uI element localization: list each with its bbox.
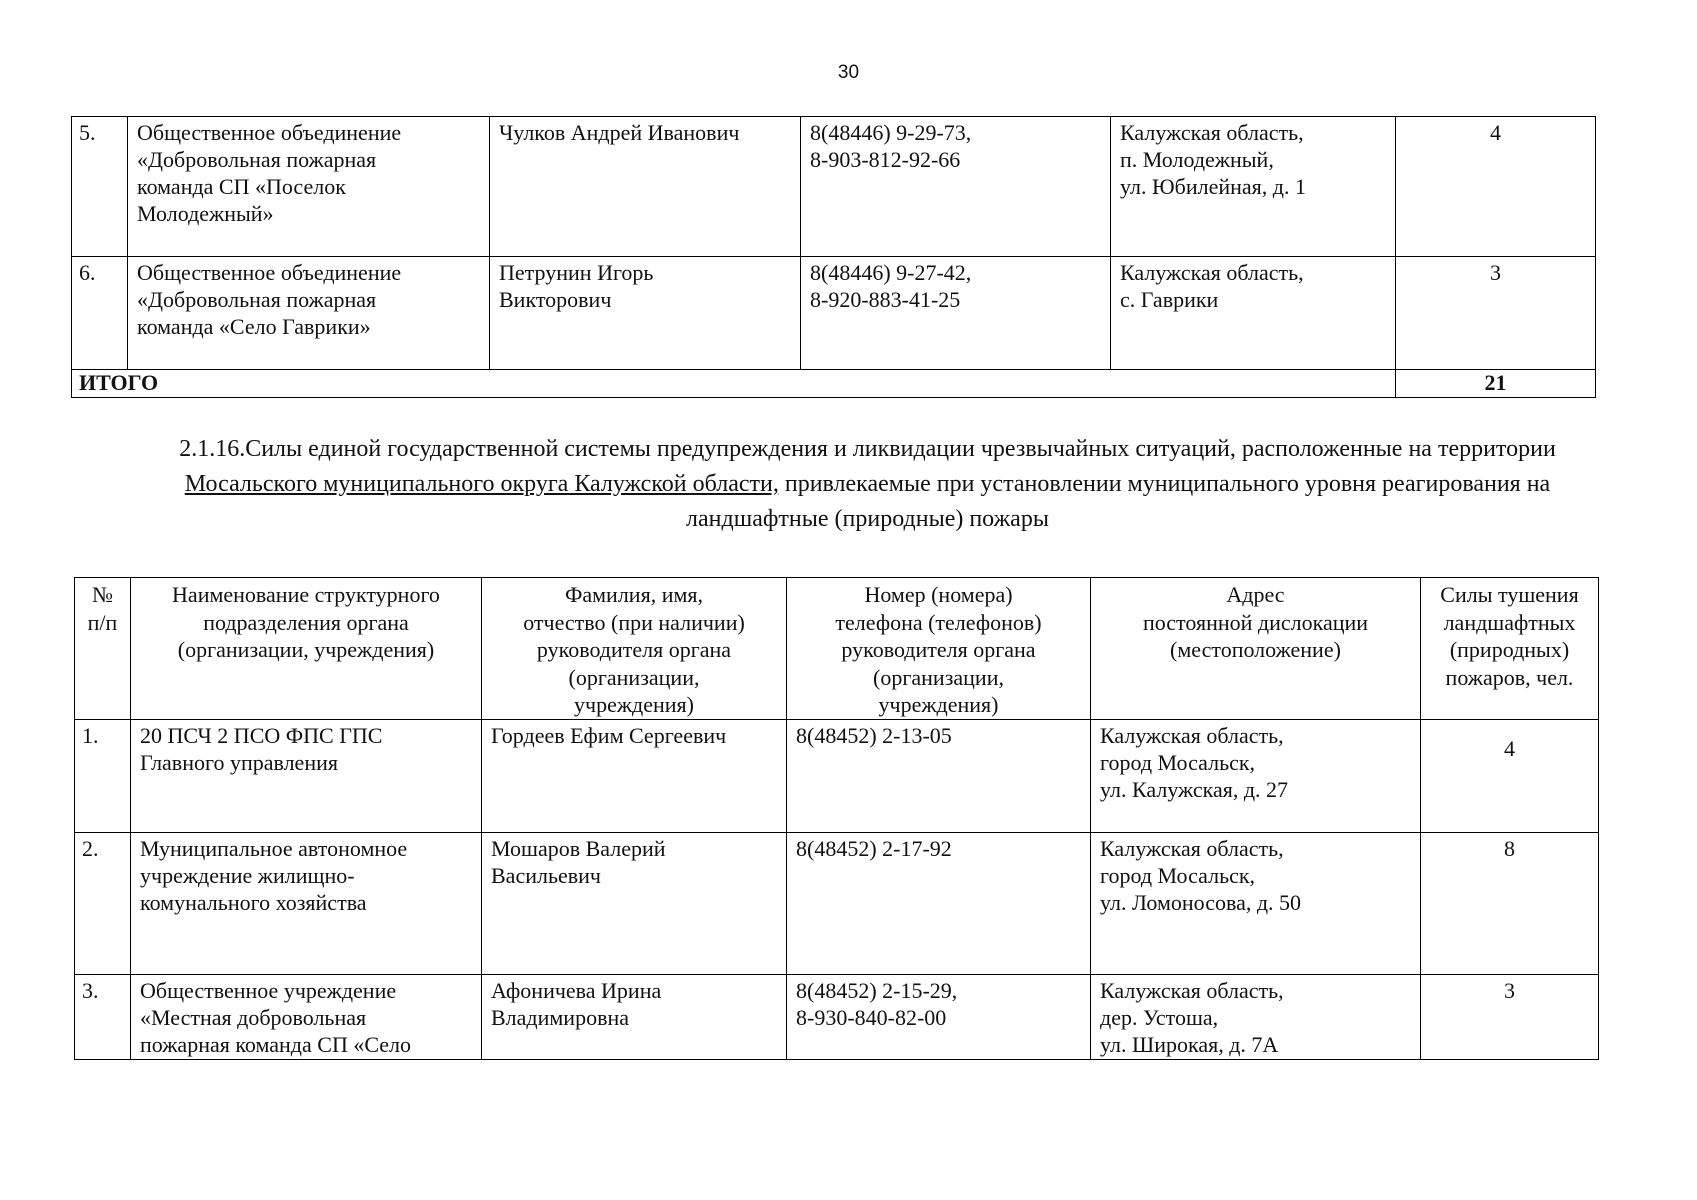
address: Калужская область, город Мосальск, ул. Калужская, д. 27 bbox=[1091, 719, 1421, 832]
table-row bbox=[75, 974, 1599, 1059]
heading-text-end: привлекаемые при установлении муниципального уровня реагирования на ландшафтные (природные) пожары bbox=[686, 471, 1551, 532]
organization-name: Общественное объединение «Добровольная пожарная команда «Село Гаврики» bbox=[128, 257, 490, 370]
table-row bbox=[72, 117, 1596, 257]
row-number: 2. bbox=[75, 832, 131, 974]
table-row bbox=[75, 832, 1599, 974]
page-number: 30 bbox=[837, 62, 860, 83]
total-label: ИТОГО bbox=[72, 370, 1396, 398]
table-row bbox=[72, 257, 1596, 370]
organization-name: 20 ПСЧ 2 ПСО ФПС ГПС Главного управления bbox=[131, 719, 482, 832]
address: Калужская область, город Мосальск, ул. Ломоносова, д. 50 bbox=[1091, 832, 1421, 974]
head-name: Петрунин Игорь Викторович bbox=[490, 257, 801, 370]
forces-count: 4 bbox=[1421, 719, 1599, 832]
row-number: 3. bbox=[75, 974, 131, 1059]
emergency-forces-table bbox=[74, 577, 1599, 1060]
column-header-phone: Номер (номера) телефона (телефонов) руководителя органа (организации, учреждения) bbox=[787, 578, 1091, 720]
organization-name: Общественное учреждение «Местная добровольная пожарная команда СП «Село bbox=[131, 974, 482, 1059]
units-table-continued bbox=[71, 116, 1596, 398]
forces-count: 8 bbox=[1421, 832, 1599, 974]
column-header-head: Фамилия, имя, отчество (при наличии) руководителя органа (организации, учреждения) bbox=[482, 578, 787, 720]
address: Калужская область, с. Гаврики bbox=[1111, 257, 1396, 370]
phone: 8(48446) 9-29-73, 8-903-812-92-66 bbox=[801, 117, 1111, 257]
row-number: 5. bbox=[72, 117, 128, 257]
head-name: Афоничева Ирина Владимировна bbox=[482, 974, 787, 1059]
forces-count: 3 bbox=[1396, 257, 1596, 370]
column-header-forces: Силы тушения ландшафтных (природных) пожаров, чел. bbox=[1421, 578, 1599, 720]
organization-name: Муниципальное автономное учреждение жилищно- комунального хозяйства bbox=[131, 832, 482, 974]
total-row bbox=[72, 370, 1596, 398]
total-value: 21 bbox=[1396, 370, 1596, 398]
head-name: Мошаров Валерий Васильевич bbox=[482, 832, 787, 974]
column-header-address: Адрес постоянной дислокации (местоположение) bbox=[1091, 578, 1421, 720]
phone: 8(48452) 2-17-92 bbox=[787, 832, 1091, 974]
row-number: 1. bbox=[75, 719, 131, 832]
phone: 8(48452) 2-15-29, 8-930-840-82-00 bbox=[787, 974, 1091, 1059]
organization-name: Общественное объединение «Добровольная пожарная команда СП «Поселок Молодежный» bbox=[128, 117, 490, 257]
head-name: Чулков Андрей Иванович bbox=[490, 117, 801, 257]
column-header-number: № п/п bbox=[75, 578, 131, 720]
table-row bbox=[75, 719, 1599, 832]
address: Калужская область, дер. Устоша, ул. Широкая, д. 7А bbox=[1091, 974, 1421, 1059]
heading-underlined-text: Мосальского муниципального округа Калужской области, bbox=[184, 471, 779, 497]
section-heading bbox=[140, 432, 1595, 537]
phone: 8(48446) 9-27-42, 8-920-883-41-25 bbox=[801, 257, 1111, 370]
address: Калужская область, п. Молодежный, ул. Юбилейная, д. 1 bbox=[1111, 117, 1396, 257]
table-header-row bbox=[75, 578, 1599, 720]
head-name: Гордеев Ефим Сергеевич bbox=[482, 719, 787, 832]
column-header-name: Наименование структурного подразделения органа (организации, учреждения) bbox=[131, 578, 482, 720]
heading-text-start: 2.1.16.Силы единой государственной системы предупреждения и ликвидации чрезвычайных ситуаций, расположенные на территории bbox=[179, 436, 1556, 462]
phone: 8(48452) 2-13-05 bbox=[787, 719, 1091, 832]
forces-count: 3 bbox=[1421, 974, 1599, 1059]
forces-count: 4 bbox=[1396, 117, 1596, 257]
row-number: 6. bbox=[72, 257, 128, 370]
